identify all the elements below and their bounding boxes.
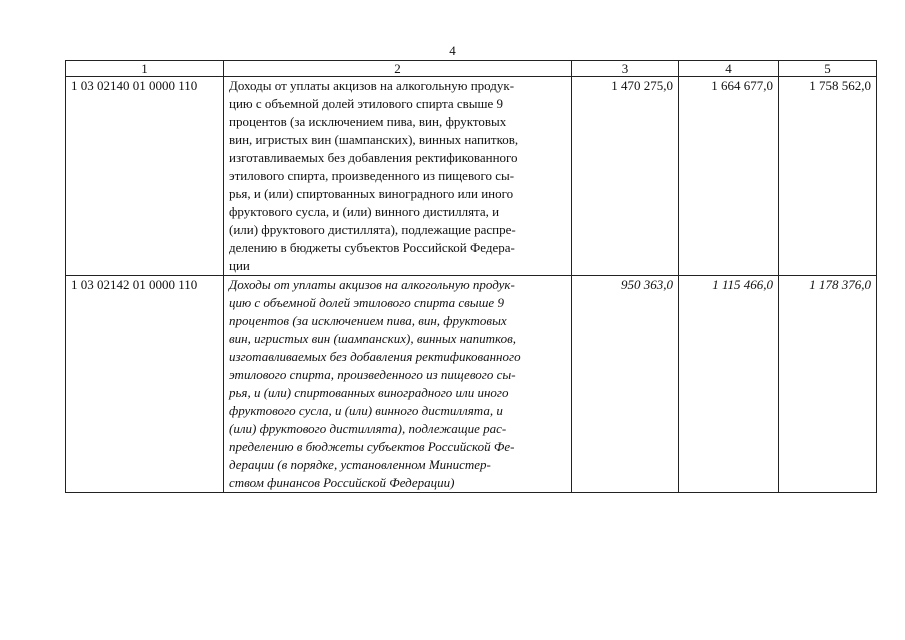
table-row [66,77,877,276]
classification-code: 1 03 02142 01 0000 110 [66,276,224,493]
description-line: фруктового сусла, и (или) винного дистиллята, и [229,403,503,418]
amount-column-3: 1 470 275,0 [572,77,679,276]
description-line: (или) фруктового дистиллята), подлежащие рас- [229,421,507,436]
amount-column-5: 1 178 376,0 [779,276,877,493]
description-line: процентов (за исключением пива, вин, фруктовых [229,313,507,328]
description-line: Доходы от уплаты акцизов на алкогольную продук- [229,277,515,292]
page-number: 4 [449,43,456,58]
description-line: этилового спирта, произведенного из пищевого сы- [229,168,515,183]
column-header-1: 1 [66,61,224,77]
description-line: дерации (в порядке, установленном Министер- [229,457,491,472]
description-line: делению в бюджеты субъектов Российской Федера- [229,240,515,255]
revenue-description [224,276,572,493]
budget-revenue-table [65,60,877,493]
description-line: изготавливаемых без добавления ректификованного [229,349,521,364]
table-row [66,276,877,493]
amount-column-4: 1 115 466,0 [679,276,779,493]
description-line: Доходы от уплаты акцизов на алкогольную продук- [229,78,515,93]
description-line: фруктового сусла, и (или) винного дистиллята, и [229,204,500,219]
description-line: (или) фруктового дистиллята), подлежащие распре- [229,222,516,237]
column-number-row [66,61,877,77]
column-header-2: 2 [224,61,572,77]
description-line: изготавливаемых без добавления ректификованного [229,150,518,165]
amount-column-3: 950 363,0 [572,276,679,493]
revenue-description [224,77,572,276]
description-line: вин, игристых вин (шампанских), винных напитков, [229,331,517,346]
description-line: рья, и (или) спиртованных виноградного или иного [229,385,509,400]
amount-column-5: 1 758 562,0 [779,77,877,276]
description-line: этилового спирта, произведенного из пищевого сы- [229,367,516,382]
description-line: пределению в бюджеты субъектов Российской Фе- [229,439,515,454]
description-line: цию с объемной долей этилового спирта свыше 9 [229,295,504,310]
description-line: цию с объемной долей этилового спирта свыше 9 [229,96,504,111]
column-header-4: 4 [679,61,779,77]
column-header-5: 5 [779,61,877,77]
description-line: ством финансов Российской Федерации) [229,475,455,490]
description-line: процентов (за исключением пива, вин, фруктовых [229,114,507,129]
description-line: вин, игристых вин (шампанских), винных напитков, [229,132,519,147]
amount-column-4: 1 664 677,0 [679,77,779,276]
classification-code: 1 03 02140 01 0000 110 [66,77,224,276]
column-header-3: 3 [572,61,679,77]
description-line: рья, и (или) спиртованных виноградного или иного [229,186,514,201]
description-line: ции [229,258,250,273]
